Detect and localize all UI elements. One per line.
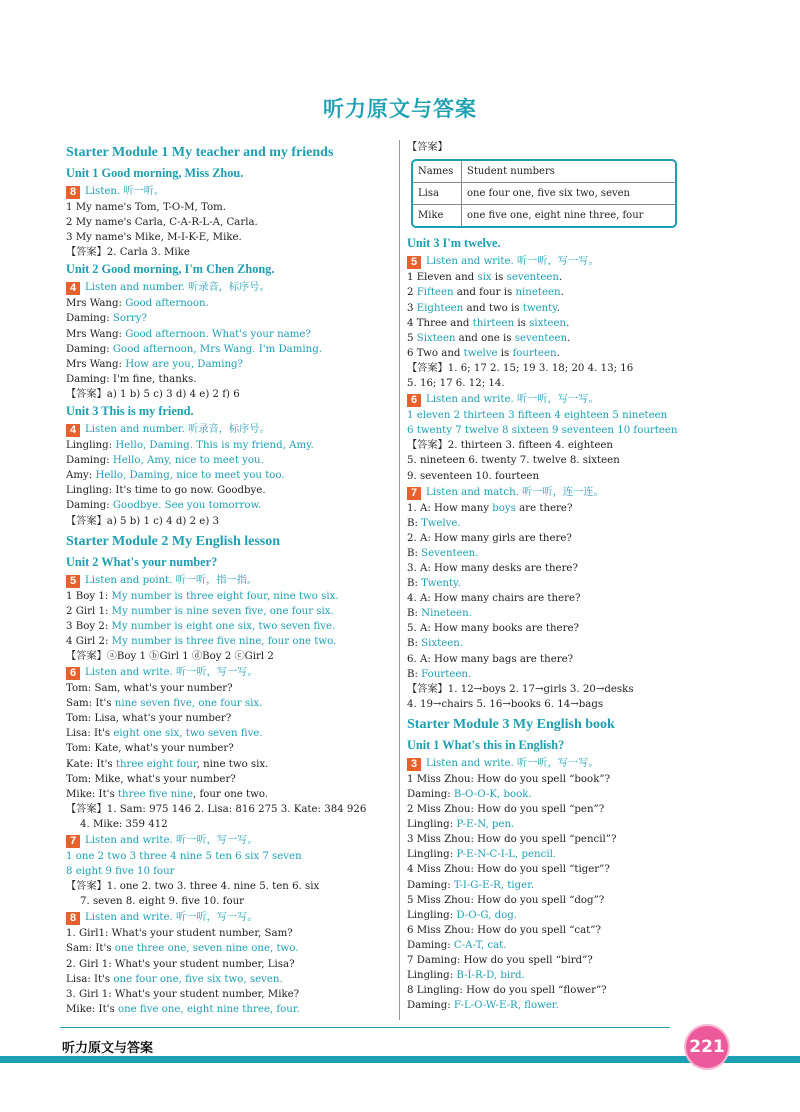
module-title: Starter Module 2 My English lesson — [66, 533, 281, 549]
task-instruction: 8 Listen. 听一听。 — [66, 183, 394, 200]
dialogue-line: Lingling: Hello, Daming. This is my friend, Amy. — [66, 440, 314, 452]
task-instruction: 4 Listen and number. 听录音，标序号。 — [66, 279, 394, 296]
dialogue-line: Lisa: It's eight one six, two seven five. — [66, 728, 263, 740]
task-instruction: 8 Listen and write. 听一听，写一写。 — [66, 909, 394, 926]
dialogue-line: Sam: It's nine seven five, one four six. — [66, 698, 263, 710]
dialogue-line: B: Seventeen. — [407, 547, 479, 559]
task-number-badge: 8 — [66, 912, 80, 925]
task-instruction: 6 Listen and write. 听一听，写一写。 — [407, 391, 737, 408]
task-number-badge: 7 — [66, 835, 80, 848]
text-line: 8 eight 9 five 10 four — [66, 866, 175, 878]
column-divider — [399, 140, 400, 1020]
page-title: 听力原文与答案 — [323, 97, 477, 121]
table-cell: one five one, eight nine three, four — [462, 205, 676, 227]
text-line: 5 Sixteen and one is seventeen. — [407, 332, 571, 344]
dialogue-line: Mrs Wang: Good afternoon. — [66, 298, 209, 310]
text-line: 4 Three and thirteen is sixteen. — [407, 317, 570, 329]
dialogue-line: Lingling: It's time to go now. Goodbye. — [66, 485, 266, 497]
text-line: 3 Eighteen and two is twenty. — [407, 302, 560, 314]
dialogue-line: Lingling: P-E-N-C-I-L, pencil. — [407, 849, 557, 861]
task-number-badge: 6 — [407, 394, 421, 407]
dialogue-line: Tom: Kate, what's your number? — [66, 743, 234, 755]
unit-title: Unit 2 What's your number? — [66, 554, 218, 569]
task-instruction: 6 Listen and write. 听一听，写一写。 — [66, 664, 394, 681]
text-line: 2 My name's Carla, C-A-R-L-A, Carla. — [66, 217, 258, 229]
page-number: 221 — [686, 1026, 728, 1068]
dialogue-line: Daming: C-A-T, cat. — [407, 939, 507, 951]
answer-line: 5. nineteen 6. twenty 7. twelve 8. sixteen — [407, 455, 620, 467]
task-instruction: 7 Listen and write. 听一听，写一写。 — [66, 832, 394, 849]
task-number-badge: 4 — [66, 282, 80, 295]
dialogue-line: Daming: T-I-G-E-R, tiger. — [407, 879, 535, 891]
dialogue-line: Daming: Hello, Amy, nice to meet you. — [66, 455, 264, 467]
text-line: 1 one 2 two 3 three 4 nine 5 ten 6 six 7 seven — [66, 851, 302, 862]
dialogue-line: 5. A: How many books are there? — [407, 623, 579, 635]
answer-line: 7. seven 8. eight 9. five 10. four — [80, 896, 245, 908]
answer-line: 【答案】ⓐBoy 1 ⓑGirl 1 ⓓBoy 2 ⓒGirl 2 — [66, 650, 274, 662]
dialogue-line: Tom: Mike, what's your number? — [66, 773, 236, 785]
answer-line: 4. 19→chairs 5. 16→books 6. 14→bags — [407, 698, 604, 710]
table-cell: Mike — [413, 205, 462, 227]
module-title: Starter Module 1 My teacher and my friends — [66, 145, 334, 160]
dialogue-line: 1 Boy 1: My number is three eight four, nine two six. — [66, 590, 339, 602]
left-column — [66, 140, 394, 1017]
task-instruction: 4 Listen and number. 听录音，标序号。 — [66, 421, 394, 438]
table-cell: Lisa — [413, 183, 462, 205]
dialogue-line: 3. Girl 1: What's your student number, Mike? — [66, 988, 300, 1000]
dialogue-line: Daming: Good afternoon, Mrs Wang. I'm Daming. — [66, 343, 322, 355]
module-title: Starter Module 3 My English book — [407, 716, 615, 732]
table-header-cell: Names — [413, 161, 462, 183]
dialogue-line: Mike: It's three five nine, four one two. — [66, 788, 269, 800]
dialogue-line: 8 Lingling: How do you spell “flower”? — [407, 985, 607, 997]
table-header-cell: Student numbers — [462, 161, 676, 183]
dialogue-line: 1 Miss Zhou: How do you spell “book”? — [407, 773, 611, 785]
dialogue-line: 6 Miss Zhou: How do you spell “cat”? — [407, 924, 601, 936]
answer-line: 【答案】a) 5 b) 1 c) 4 d) 2 e) 3 — [66, 515, 220, 527]
text-line: 6 Two and twelve is fourteen. — [407, 347, 560, 359]
dialogue-line: B: Fourteen. — [407, 668, 472, 680]
text-line: 2 Fifteen and four is nineteen. — [407, 287, 564, 299]
dialogue-line: Mike: It's one five one, eight nine three, four. — [66, 1003, 300, 1015]
dialogue-line: 2. A: How many girls are there? — [407, 532, 572, 544]
unit-title: Unit 3 I'm twelve. — [407, 236, 501, 251]
dialogue-line: Tom: Lisa, what's your number? — [66, 713, 232, 725]
dialogue-line: Lingling: P-E-N, pen. — [407, 819, 515, 831]
dialogue-line: 4 Girl 2: My number is three five nine, four one two. — [66, 635, 337, 647]
dialogue-line: Kate: It's three eight four, nine two six. — [66, 758, 269, 770]
answer-line: 【答案】1. 12→boys 2. 17→girls 3. 20→desks — [407, 683, 634, 695]
dialogue-line: 2 Girl 1: My number is nine seven five, one four six. — [66, 605, 334, 617]
answer-line: 5. 16; 17 6. 12; 14. — [407, 378, 505, 390]
unit-title: Unit 1 What's this in English? — [407, 737, 565, 752]
dialogue-line: Daming: B-O-O-K, book. — [407, 789, 532, 800]
answer-line: 4. Mike: 359 412 — [80, 818, 168, 830]
dialogue-line: 1. A: How many boys are there? — [407, 502, 573, 514]
answer-table — [411, 159, 677, 228]
footer-title: 听力原文与答案 — [62, 1041, 154, 1056]
answer-line: 【答案】1. 6; 17 2. 15; 19 3. 18; 20 4. 13; 16 — [407, 362, 634, 374]
dialogue-line: Amy: Hello, Daming, nice to meet you too. — [66, 470, 285, 482]
dialogue-line: 3 Miss Zhou: How do you spell “pencil”? — [407, 834, 617, 846]
footer-rule — [60, 1027, 670, 1028]
answer-line: 【答案】1. one 2. two 3. three 4. nine 5. ten 6. six — [66, 881, 320, 893]
text-line: 1 eleven 2 thirteen 3 fifteen 4 eighteen 5 nineteen — [407, 410, 668, 422]
answer-line: 【答案】1. Sam: 975 146 2. Lisa: 816 275 3. Kate: 384 926 — [66, 803, 367, 815]
dialogue-line: 6. A: How many bags are there? — [407, 653, 574, 665]
unit-title: Unit 3 This is my friend. — [66, 404, 194, 419]
table-row — [413, 205, 675, 227]
dialogue-line: Lingling: B-I-R-D, bird. — [407, 970, 525, 982]
task-instruction: 5 Listen and write. 听一听，写一写。 — [407, 253, 737, 270]
dialogue-line: 2 Miss Zhou: How do you spell “pen”? — [407, 804, 605, 816]
dialogue-line: 4 Miss Zhou: How do you spell “tiger”? — [407, 864, 610, 876]
dialogue-line: Daming: F-L-O-W-E-R, flower. — [407, 1000, 559, 1012]
text-line: 6 twenty 7 twelve 8 sixteen 9 seventeen 10 fourteen — [407, 425, 678, 437]
dialogue-line: 1. Girl1: What's your student number, Sam? — [66, 928, 293, 940]
answer-line: 【答案】a) 1 b) 5 c) 3 d) 4 e) 2 f) 6 — [66, 388, 240, 400]
task-number-badge: 7 — [407, 487, 421, 500]
table-header-row — [413, 161, 675, 183]
dialogue-line: Mrs Wang: Good afternoon. What's your name? — [66, 328, 311, 340]
dialogue-line: Mrs Wang: How are you, Daming? — [66, 358, 244, 370]
dialogue-line: Lisa: It's one four one, five six two, seven. — [66, 973, 283, 985]
dialogue-line: Lingling: D-O-G, dog. — [407, 909, 518, 921]
dialogue-line: Daming: I'm fine, thanks. — [66, 373, 197, 385]
dialogue-line: 7 Daming: How do you spell “bird”? — [407, 955, 593, 967]
task-number-badge: 8 — [66, 186, 80, 199]
dialogue-line: 2. Girl 1: What's your student number, Lisa? — [66, 958, 295, 970]
task-instruction: 5 Listen and point. 听一听，指一指。 — [66, 572, 394, 589]
task-number-badge: 4 — [66, 424, 80, 437]
dialogue-line: Tom: Sam, what's your number? — [66, 683, 233, 695]
answer-line: 【答案】2. thirteen 3. fifteen 4. eighteen — [407, 440, 613, 452]
unit-title: Unit 2 Good morning, I'm Chen Zhong. — [66, 262, 275, 277]
dialogue-line: B: Twelve. — [407, 517, 461, 529]
task-instruction: 7 Listen and match. 听一听，连一连。 — [407, 484, 737, 501]
task-number-badge: 5 — [407, 256, 421, 269]
dialogue-line: B: Sixteen. — [407, 638, 464, 650]
answer-line: 9. seventeen 10. fourteen — [407, 470, 539, 482]
footer-bar — [0, 1056, 800, 1063]
task-number-badge: 3 — [407, 758, 421, 771]
answer-label: 【答案】 — [407, 142, 448, 153]
dialogue-line: Daming: Sorry? — [66, 313, 147, 325]
dialogue-line: 3. A: How many desks are there? — [407, 562, 578, 574]
table-cell: one four one, five six two, seven — [462, 183, 676, 205]
task-number-badge: 6 — [66, 667, 80, 680]
unit-title: Unit 1 Good morning, Miss Zhou. — [66, 166, 244, 180]
dialogue-line: B: Twenty. — [407, 578, 461, 590]
dialogue-line: B: Nineteen. — [407, 608, 472, 620]
text-line: 1 Eleven and six is seventeen. — [407, 272, 563, 284]
dialogue-line: 5 Miss Zhou: How do you spell “dog”? — [407, 894, 605, 906]
dialogue-line: Daming: Goodbye. See you tomorrow. — [66, 500, 262, 512]
task-number-badge: 5 — [66, 575, 80, 588]
dialogue-line: Sam: It's one three one, seven nine one, two. — [66, 943, 299, 955]
task-instruction: 3 Listen and write. 听一听，写一写。 — [407, 755, 737, 772]
answer-line: 【答案】2. Carla 3. Mike — [66, 247, 190, 259]
dialogue-line: 4. A: How many chairs are there? — [407, 593, 581, 605]
dialogue-line: 3 Boy 2: My number is eight one six, two seven five. — [66, 620, 336, 632]
table-row — [413, 183, 675, 205]
text-line: 3 My name's Mike, M-I-K-E, Mike. — [66, 232, 242, 244]
text-line: 1 My name's Tom, T-O-M, Tom. — [66, 202, 227, 213]
right-column — [407, 140, 737, 1013]
